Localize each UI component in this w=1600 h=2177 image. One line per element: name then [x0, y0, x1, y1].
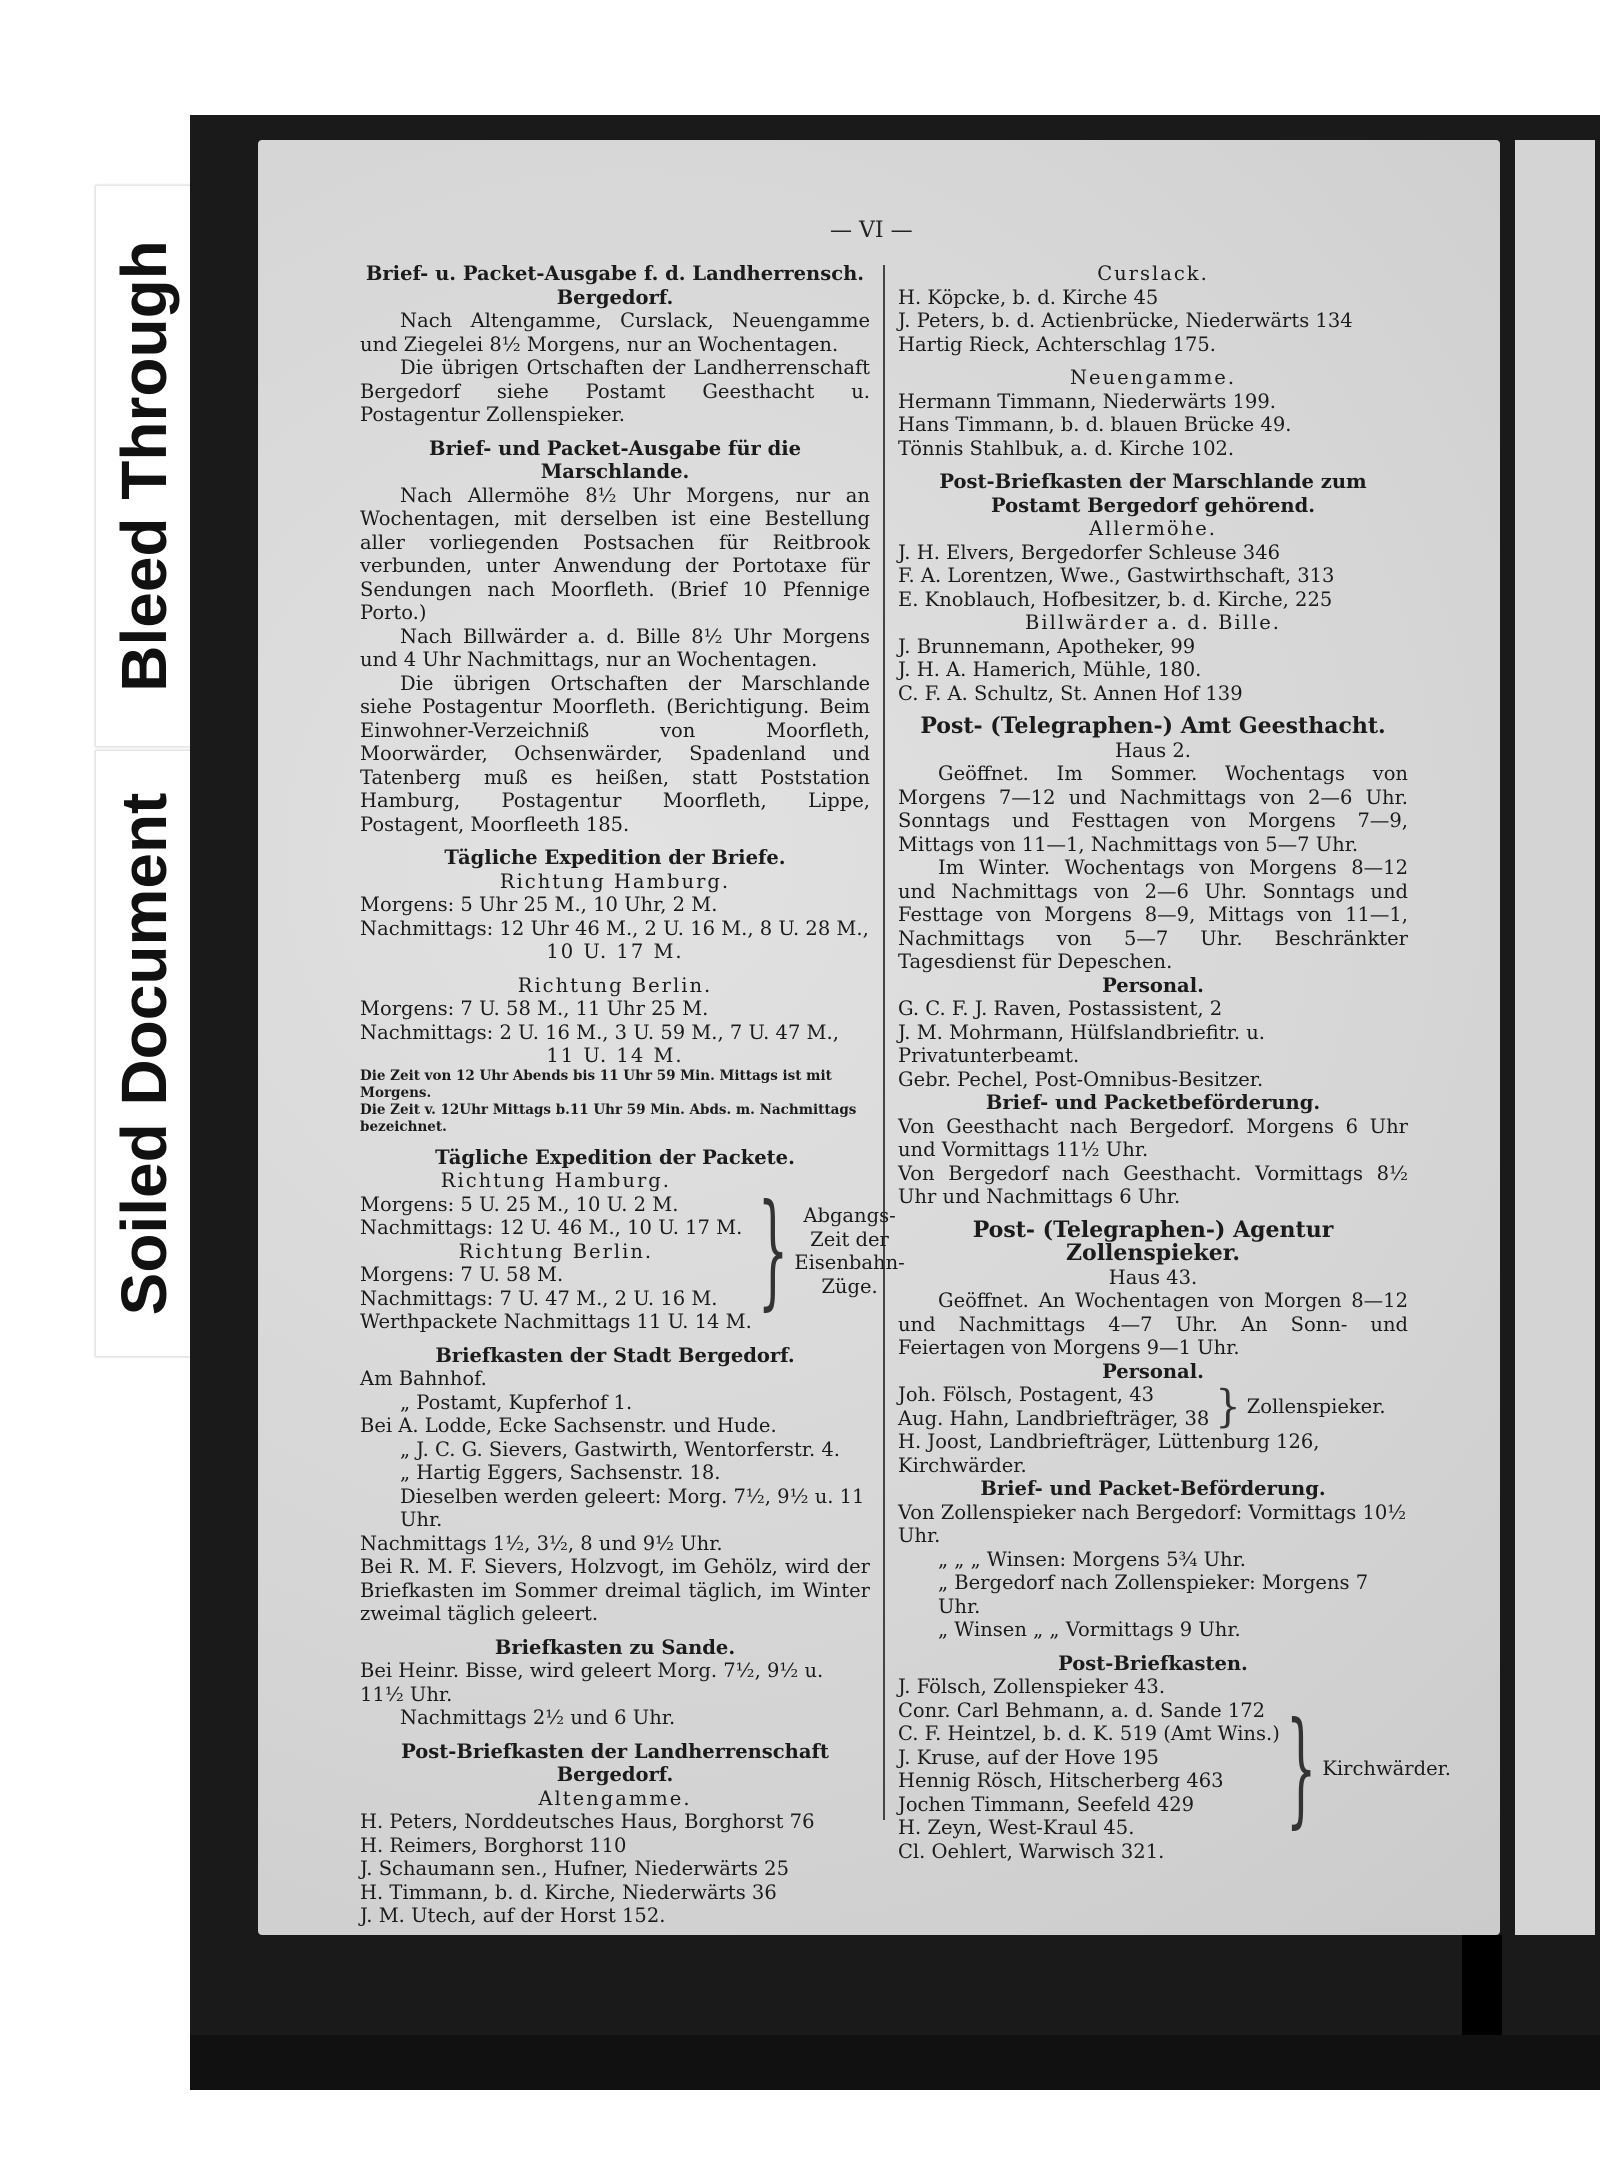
list-item: „ „ „ Winsen: Morgens 5¾ Uhr.: [938, 1547, 1246, 1571]
schedule-line: Morgens: 7 U. 58 M., 11 Uhr 25 M.: [360, 997, 709, 1020]
section-heading: Brief- und Packet-Beförderung.: [980, 1477, 1326, 1500]
list-item: „ J. C. G. Sievers, Gastwirth, Wentorferstr. 4.: [400, 1437, 840, 1461]
schedule-line: Morgens: 5 U. 25 M., 10 U. 2 M.: [360, 1192, 679, 1216]
section-heading: Tägliche Expedition der Briefe.: [444, 846, 786, 869]
footnote: Die Zeit von 12 Uhr Abends bis 11 Uhr 59 Min. Mittags ist mit Morgens.: [360, 1067, 832, 1101]
list-item: H. Reimers, Borghorst 110: [360, 1833, 627, 1857]
direction-label: Richtung Berlin.: [458, 1239, 654, 1263]
list-item: Nachmittags 1½, 3½, 8 und 9½ Uhr.: [360, 1531, 723, 1555]
section-heading: Post-Briefkasten der Marschlande zum Postamt Bergedorf gehörend.: [939, 470, 1367, 517]
section-heading: Personal.: [1102, 973, 1204, 997]
schedule-line: Werthpackete Nachmittags 11 U. 14 M.: [360, 1310, 752, 1333]
schedule-line: 10 U. 17 M.: [546, 940, 684, 963]
right-column: [898, 262, 1452, 1863]
list-item: H. Joost, Landbriefträger, Lüttenburg 126, Kirchwärder.: [898, 1430, 1320, 1477]
list-item: „ Hartig Eggers, Sachsenstr. 18.: [400, 1461, 721, 1484]
brace-annotation: Abgangs- Zeit der Eisenbahn- Züge.: [794, 1204, 905, 1298]
section-heading: Brief- u. Packet-Ausgabe f. d. Landherrensch. Bergedorf.: [365, 262, 865, 309]
brace-annotation: Zollenspieker.: [1246, 1394, 1386, 1418]
office-title: Post- (Telegraphen-) Agentur Zollenspieker.: [972, 1216, 1334, 1266]
schedule-line: 11 U. 14 M.: [546, 1044, 684, 1067]
page-number: — VI —: [830, 218, 913, 243]
bleed-through-label: Bleed Through: [107, 240, 180, 692]
section-heading: Tägliche Expedition der Packete.: [435, 1145, 795, 1169]
list-item: J. Brunnemann, Apotheker, 99: [898, 634, 1196, 658]
list-item: Cl. Oehlert, Warwisch 321.: [898, 1839, 1165, 1863]
list-item: J. M. Utech, auf der Horst 152.: [360, 1904, 666, 1927]
list-item: Bei A. Lodde, Ecke Sachsenstr. und Hude.: [360, 1414, 777, 1437]
side-labels: [95, 185, 190, 1355]
paragraph: Die übrigen Ortschaften der Marschlande siehe Postagentur Moorfleth. (Berichtigung. Beim Einwohner-Verzeichniß von Moorfleth, Moorwärder, Ochsenwärder, Spadenland und Tatenberg muß es heißen, statt Poststation Hamburg, Postagentur Moorfleth, Lippe, Postagent, Moorfleeth 185.: [360, 671, 870, 836]
section-heading: Post-Briefkasten der Landherrenschaft Bergedorf.: [401, 1739, 829, 1786]
paragraph: Die übrigen Ortschaften der Landherrenschaft Bergedorf siehe Postamt Geesthacht u. Postagentur Zollenspieker.: [360, 356, 870, 426]
list-item: Joh. Fölsch, Postagent, 43: [898, 1383, 1155, 1406]
soiled-document-label-box: [95, 750, 192, 1357]
schedule-line: Morgens: 5 Uhr 25 M., 10 Uhr, 2 M.: [360, 893, 718, 916]
list-item: Nachmittags 2½ und 6 Uhr.: [400, 1706, 676, 1729]
paragraph: Geöffnet. An Wochentagen von Morgen 8—12 und Nachmittags 4—7 Uhr. An Sonn- und Feiertagen von Morgens 9—1 Uhr.: [898, 1289, 1408, 1359]
list-item: J. H. A. Hamerich, Mühle, 180.: [898, 658, 1202, 681]
paragraph: Im Winter. Wochentags von Morgens 8—12 und Nachmittags von 2—6 Uhr. Sonntags und Festtage von Morgens 8—9, Mittags von 11—1, Nachmittags von 5—7 Uhr. Beschränkter Tagesdienst für Depeschen.: [898, 856, 1408, 973]
list-item: Gebr. Pechel, Post-Omnibus-Besitzer.: [898, 1067, 1264, 1091]
list-item: Am Bahnhof.: [360, 1367, 487, 1390]
list-item: H. Timmann, b. d. Kirche, Niederwärts 36: [360, 1880, 777, 1904]
list-item: Hermann Timmann, Niederwärts 199.: [898, 389, 1276, 413]
sub-heading: Billwärder a. d. Bille.: [1025, 611, 1281, 634]
brace: }: [757, 1178, 789, 1325]
paragraph: Von Bergedorf nach Geesthacht. Vormittags 8½ Uhr und Nachmittags 6 Uhr.: [898, 1161, 1408, 1208]
list-item: Hartig Rieck, Achterschlag 175.: [898, 332, 1217, 356]
direction-label: Richtung Hamburg.: [499, 869, 731, 893]
next-page-edge: [1515, 140, 1595, 1935]
list-item: E. Knoblauch, Hofbesitzer, b. d. Kirche, 225: [898, 587, 1333, 611]
list-item: Jochen Timmann, Seefeld 429: [898, 1792, 1195, 1816]
list-item: Hennig Rösch, Hitscherberg 463: [898, 1769, 1224, 1792]
list-item: H. Zeyn, West-Kraul 45.: [898, 1816, 1135, 1839]
sub-heading: Altengamme.: [538, 1786, 692, 1810]
section-heading: Brief- und Packet-Ausgabe für die Marschlande.: [428, 436, 802, 483]
brace: }: [1215, 1381, 1241, 1432]
schedule-line: Morgens: 7 U. 58 M.: [360, 1263, 564, 1286]
list-item: F. A. Lorentzen, Wwe., Gastwirthschaft, 313: [898, 564, 1335, 587]
list-item: J. Peters, b. d. Actienbrücke, Niederwärts 134: [898, 309, 1353, 332]
sub-heading: Allermöhe.: [1089, 517, 1217, 540]
list-item: Hans Timmann, b. d. blauen Brücke 49.: [898, 413, 1292, 436]
list-item: C. F. Heintzel, b. d. K. 519 (Amt Wins.): [898, 1722, 1280, 1745]
office-title: Post- (Telegraphen-) Amt Geesthacht.: [920, 713, 1386, 739]
schedule-line: Nachmittags: 12 U. 46 M., 10 U. 17 M.: [360, 1216, 743, 1239]
paragraph: Nach Billwärder a. d. Bille 8½ Uhr Morgens und 4 Uhr Nachmittags, nur an Wochentagen.: [360, 624, 870, 671]
list-item: J. H. Elvers, Bergedorfer Schleuse 346: [898, 540, 1281, 564]
personnel-group: [898, 1383, 1408, 1430]
list-item: „ Postamt, Kupferhof 1.: [400, 1390, 633, 1414]
footnote: Die Zeit v. 12Uhr Mittags b.11 Uhr 59 Min. Abds. m. Nachmittags bezeichnet.: [360, 1101, 857, 1135]
list-item: Dieselben werden geleert: Morg. 7½, 9½ u. 11 Uhr.: [400, 1484, 865, 1531]
house-number: Haus 43.: [1108, 1265, 1198, 1289]
section-heading: Brief- und Packetbeförderung.: [985, 1091, 1321, 1114]
list-item: H. Peters, Norddeutsches Haus, Borghorst 76: [360, 1810, 815, 1833]
packet-schedule-group: [360, 1169, 905, 1334]
list-item: J. Fölsch, Zollenspieker 43.: [898, 1675, 1166, 1698]
scan-corner: [1462, 1935, 1502, 2035]
soiled-document-label: Soiled Document: [107, 792, 180, 1315]
list-item: Bei Heinr. Bisse, wird geleert Morg. 7½, 9½ u. 11½ Uhr.: [360, 1659, 824, 1706]
section-heading: Briefkasten der Stadt Bergedorf.: [435, 1343, 795, 1367]
sub-heading: Neuengamme.: [1069, 366, 1237, 389]
column-divider: [883, 265, 885, 1820]
brace-annotation: Kirchwärder.: [1322, 1757, 1452, 1781]
direction-label: Richtung Hamburg.: [440, 1169, 671, 1192]
scan-bottom-strip: [190, 2035, 1600, 2090]
list-item: C. F. A. Schultz, St. Annen Hof 139: [898, 681, 1243, 705]
list-item: Conr. Carl Behmann, a. d. Sande 172: [898, 1698, 1266, 1722]
list-item: J. M. Mohrmann, Hülfslandbriefitr. u. Privatunterbeamt.: [898, 1020, 1265, 1067]
list-item: Bei R. M. F. Sievers, Holzvogt, im Gehölz, wird der Briefkasten im Sommer dreimal täglich, im Winter zweimal täglich geleert.: [360, 1555, 870, 1625]
list-item: „ Winsen „ „ Vormittags 9 Uhr.: [938, 1618, 1241, 1641]
briefkasten-group: [898, 1675, 1452, 1863]
schedule-line: Nachmittags: 2 U. 16 M., 3 U. 59 M., 7 U. 47 M.,: [360, 1020, 839, 1044]
list-item: J. Schaumann sen., Hufner, Niederwärts 25: [360, 1857, 789, 1880]
house-number: Haus 2.: [1114, 738, 1191, 762]
paragraph: Nach Allermöhe 8½ Uhr Morgens, nur an Wochentagen, mit derselben ist eine Bestellung aller vorliegenden Postsachen für Reitbrook verbunden, unter Anwendung der Portotaxe für Sendungen nach Moorfleth. (Brief 10 Pfennige Porto.): [360, 483, 870, 624]
sub-heading: Curslack.: [1097, 262, 1209, 285]
paragraph: Nach Altengamme, Curslack, Neuengamme und Ziegelei 8½ Morgens, nur an Wochentagen.: [360, 309, 870, 356]
section-heading: Briefkasten zu Sande.: [494, 1635, 736, 1659]
list-item: G. C. F. J. Raven, Postassistent, 2: [898, 997, 1223, 1020]
paragraph: Geöffnet. Im Sommer. Wochentags von Morgens 7—12 und Nachmittags von 2—6 Uhr. Sonntags und Festtagen von Morgens 7—9, Mittags von 11—1, Nachmittags von 5—7 Uhr.: [898, 762, 1408, 856]
list-item: „ Bergedorf nach Zollenspieker: Morgens 7 Uhr.: [938, 1571, 1369, 1618]
list-item: H. Köpcke, b. d. Kirche 45: [898, 285, 1159, 309]
list-item: J. Kruse, auf der Hove 195: [898, 1745, 1159, 1769]
section-heading: Post-Briefkasten.: [1058, 1651, 1248, 1675]
section-heading: Personal.: [1102, 1359, 1204, 1383]
bleed-through-label-box: [95, 185, 192, 747]
direction-label: Richtung Berlin.: [517, 973, 713, 997]
list-item: Aug. Hahn, Landbriefträger, 38: [898, 1406, 1210, 1430]
left-column: [360, 262, 905, 1928]
paragraph: Von Geesthacht nach Bergedorf. Morgens 6 Uhr und Vormittags 11½ Uhr.: [898, 1114, 1408, 1161]
schedule-line: Nachmittags: 7 U. 47 M., 2 U. 16 M.: [360, 1286, 718, 1310]
list-item: Tönnis Stahlbuk, a. d. Kirche 102.: [898, 436, 1235, 460]
list-item: Von Zollenspieker nach Bergedorf: Vormittags 10½ Uhr.: [898, 1500, 1407, 1547]
brace: }: [1285, 1696, 1317, 1842]
schedule-line: Nachmittags: 12 Uhr 46 M., 2 U. 16 M., 8 U. 28 M.,: [360, 916, 869, 940]
